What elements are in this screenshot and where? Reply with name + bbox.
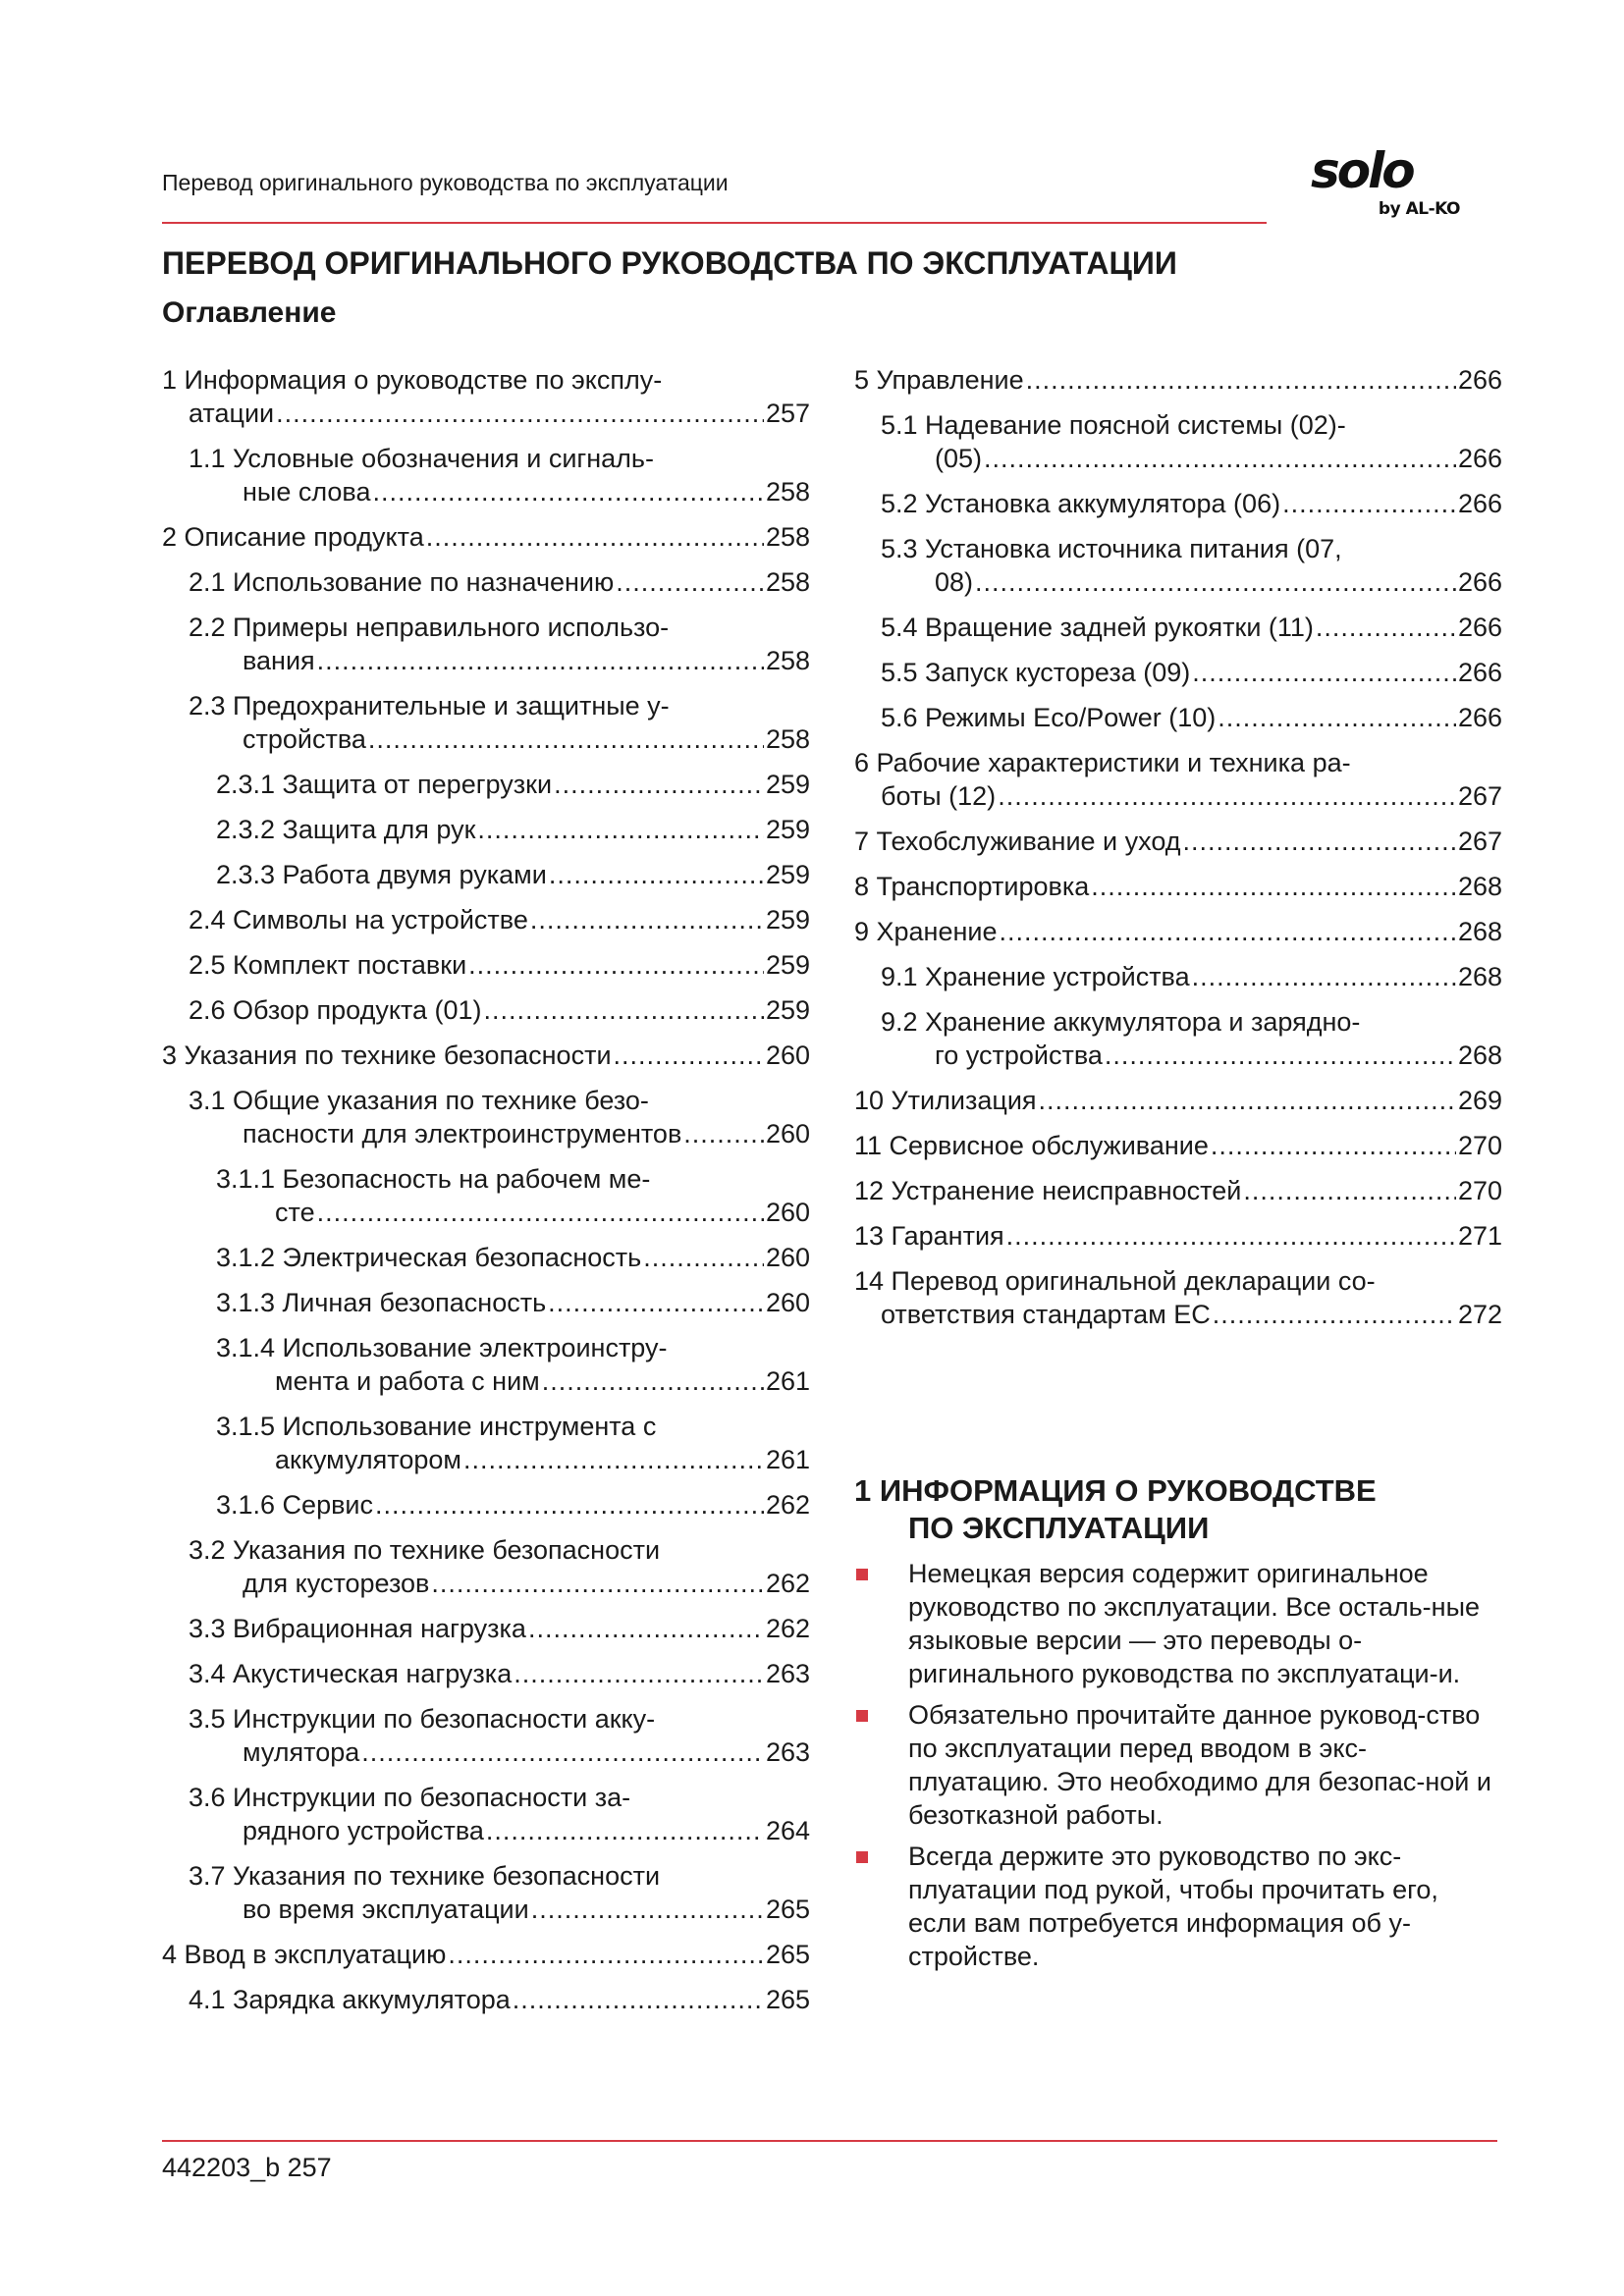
toc-page-number: 261 — [765, 1445, 810, 1474]
toc-dot-leader — [317, 644, 764, 677]
toc-page-number: 263 — [765, 1659, 810, 1688]
section-heading — [854, 1472, 1522, 1547]
toc-entry[interactable] — [854, 656, 1502, 689]
toc-entry-title: 14 Перевод оригинальной декларации со- — [854, 1266, 1376, 1296]
toc-page-number: 267 — [1457, 781, 1502, 811]
toc-entry-title: 2.3.1 Защита от перегрузки — [216, 770, 553, 799]
toc-page-number: 259 — [765, 905, 810, 934]
toc-dot-leader — [1006, 1219, 1456, 1253]
toc-entry-title: 11 Сервисное обслуживание — [854, 1131, 1209, 1160]
page-title: ПЕРЕВОД ОРИГИНАЛЬНОГО РУКОВОДСТВА ПО ЭКСПЛУАТАЦИИ — [162, 245, 1177, 281]
toc-page-number: 257 — [765, 399, 810, 428]
toc-page-number: 259 — [765, 815, 810, 844]
toc-entry-title: 2 Описание продукта — [162, 522, 424, 552]
toc-entry-title: 10 Утилизация — [854, 1086, 1037, 1115]
toc-entry[interactable] — [162, 903, 810, 936]
toc-entry-title: 3.1.2 Электрическая безопасность — [216, 1243, 642, 1272]
toc-entry-title: 2.3.2 Защита для рук — [216, 815, 476, 844]
toc-entry-title: 2.5 Комплект поставки — [189, 950, 467, 980]
toc-entry[interactable] — [162, 1488, 810, 1522]
toc-entry-title: 3.1.5 Использование инструмента с — [216, 1412, 657, 1441]
bullet-square-icon — [856, 1851, 868, 1863]
toc-entry[interactable] — [162, 1084, 810, 1150]
toc-entry-title: 3.6 Инструкции по безопасности за- — [189, 1783, 631, 1812]
toc-dot-leader — [1091, 870, 1456, 903]
toc-dot-leader — [484, 993, 764, 1027]
toc-entry-title: 3.2 Указания по технике безопасности — [189, 1535, 661, 1565]
toc-dot-leader — [554, 768, 764, 801]
toc-entry-title: 9.1 Хранение устройства — [881, 962, 1190, 991]
toc-entry[interactable] — [854, 1084, 1502, 1117]
toc-entry-title: 3.5 Инструкции по безопасности акку- — [189, 1704, 656, 1734]
toc-page-number: 262 — [765, 1569, 810, 1598]
toc-entry-title: 08) — [935, 567, 974, 597]
running-header: Перевод оригинального руководства по эксплуатации — [162, 170, 729, 195]
toc-entry-title: 5.6 Режимы Eco/Power (10) — [881, 703, 1217, 732]
toc-entry[interactable] — [162, 689, 810, 756]
toc-entry[interactable] — [854, 363, 1502, 397]
toc-page-number: 259 — [765, 995, 810, 1025]
toc-dot-leader — [375, 1488, 764, 1522]
toc-entry-title: 4.1 Зарядка аккумулятора — [189, 1985, 511, 2014]
toc-entry[interactable] — [854, 870, 1502, 903]
toc-entry[interactable] — [854, 611, 1502, 644]
toc-entry[interactable] — [162, 1533, 810, 1600]
toc-entry[interactable] — [162, 948, 810, 982]
toc-entry[interactable] — [854, 746, 1502, 813]
toc-dot-leader — [1211, 1129, 1456, 1162]
toc-dot-leader — [616, 565, 764, 599]
list-item — [854, 1840, 1492, 1973]
toc-entry-title: мулятора — [243, 1737, 360, 1767]
toc-page-number: 268 — [1457, 1041, 1502, 1070]
toc-entry-title: ответствия стандартам ЕС — [881, 1300, 1211, 1329]
toc-dot-leader — [1192, 656, 1456, 689]
toc-dot-leader — [683, 1117, 764, 1150]
toc-entry[interactable] — [854, 825, 1502, 858]
toc-page-number: 259 — [765, 770, 810, 799]
toc-page-number: 266 — [1457, 658, 1502, 687]
toc-entry[interactable] — [162, 520, 810, 554]
header-rule — [162, 222, 1267, 224]
toc-page-number: 272 — [1457, 1300, 1502, 1329]
toc-entry-title: 3 Указания по технике безопасности — [162, 1041, 612, 1070]
toc-heading: Оглавление — [162, 296, 337, 329]
toc-entry-title: 6 Рабочие характеристики и техника ра- — [854, 748, 1351, 777]
toc-entry[interactable] — [162, 611, 810, 677]
toc-dot-leader — [614, 1039, 764, 1072]
toc-entry-title: ные слова — [243, 477, 371, 507]
toc-entry-title: 5.3 Установка источника питания (07, — [881, 534, 1342, 563]
toc-entry[interactable] — [854, 701, 1502, 734]
toc-entry[interactable] — [854, 1129, 1502, 1162]
toc-page-number: 260 — [765, 1243, 810, 1272]
toc-page-number: 261 — [765, 1366, 810, 1396]
toc-entry[interactable] — [162, 1938, 810, 1971]
info-bullet-list — [854, 1557, 1492, 1981]
toc-dot-leader — [1192, 960, 1456, 993]
toc-entry[interactable] — [162, 565, 810, 599]
toc-entry-title: 1 Информация о руководстве по эксплу- — [162, 365, 663, 395]
toc-entry-title: 1.1 Условные обозначения и сигналь- — [189, 444, 654, 473]
toc-dot-leader — [426, 520, 764, 554]
toc-dot-leader — [975, 565, 1456, 599]
toc-entry[interactable] — [854, 532, 1502, 599]
toc-entry-title: (05) — [935, 444, 983, 473]
toc-dot-leader — [984, 442, 1456, 475]
toc-entry[interactable] — [854, 1174, 1502, 1207]
toc-entry[interactable] — [162, 1410, 810, 1476]
toc-entry[interactable] — [854, 1219, 1502, 1253]
toc-entry-title: 3.7 Указания по технике безопасности — [189, 1861, 661, 1891]
toc-page-number: 268 — [1457, 872, 1502, 901]
toc-entry-title: 9.2 Хранение аккумулятора и зарядно- — [881, 1007, 1361, 1037]
bullet-square-icon — [856, 1569, 868, 1580]
toc-entry[interactable] — [162, 813, 810, 846]
toc-entry[interactable] — [854, 408, 1502, 475]
toc-page-number: 260 — [765, 1041, 810, 1070]
toc-entry-title: боты (12) — [881, 781, 997, 811]
toc-page-number: 265 — [765, 1985, 810, 2014]
toc-entry-title: 5.4 Вращение задней рукоятки (11) — [881, 613, 1314, 642]
toc-entry-title: вания — [243, 646, 315, 675]
toc-page-number: 265 — [765, 1895, 810, 1924]
toc-page-number: 264 — [765, 1816, 810, 1845]
toc-dot-leader — [468, 948, 764, 982]
section-heading-line1: 1 ИНФОРМАЦИЯ О РУКОВОДСТВЕ — [854, 1473, 1377, 1508]
list-item — [854, 1698, 1492, 1832]
toc-page-number: 267 — [1457, 827, 1502, 856]
toc-dot-leader — [514, 1657, 764, 1690]
toc-entry[interactable] — [162, 1859, 810, 1926]
toc-entry-title: 2.4 Символы на устройстве — [189, 905, 528, 934]
toc-dot-leader — [549, 858, 764, 891]
toc-dot-leader — [368, 722, 764, 756]
toc-page-number: 266 — [1457, 365, 1502, 395]
toc-page-number: 260 — [765, 1288, 810, 1317]
toc-entry-title: 8 Транспортировка — [854, 872, 1090, 901]
toc-dot-leader — [643, 1241, 764, 1274]
toc-page-number: 266 — [1457, 444, 1502, 473]
toc-page-number: 266 — [1457, 703, 1502, 732]
toc-entry[interactable] — [162, 442, 810, 508]
toc-entry[interactable] — [854, 915, 1502, 948]
toc-entry[interactable] — [162, 1702, 810, 1769]
toc-entry[interactable] — [162, 1331, 810, 1398]
toc-dot-leader — [361, 1735, 764, 1769]
toc-page-number: 258 — [765, 567, 810, 597]
toc-dot-leader — [528, 1612, 764, 1645]
toc-entry-title: го устройства — [935, 1041, 1103, 1070]
toc-page-number: 259 — [765, 860, 810, 889]
toc-entry-title: 13 Гарантия — [854, 1221, 1004, 1251]
toc-entry[interactable] — [162, 858, 810, 891]
toc-entry-title: 7 Техобслуживание и уход — [854, 827, 1181, 856]
toc-entry[interactable] — [162, 1039, 810, 1072]
toc-entry-title: 5.1 Надевание поясной системы (02)- — [881, 410, 1346, 440]
toc-entry-title: во время эксплуатации — [243, 1895, 529, 1924]
toc-entry-title: стройства — [243, 724, 366, 754]
toc-entry-title: для кусторезов — [243, 1569, 430, 1598]
toc-page-number: 260 — [765, 1198, 810, 1227]
toc-entry-title: 3.1.1 Безопасность на рабочем ме- — [216, 1164, 651, 1194]
toc-entry[interactable] — [162, 1657, 810, 1690]
toc-entry-title: мента и работа с ним — [275, 1366, 540, 1396]
toc-page-number: 265 — [765, 1940, 810, 1969]
toc-page-number: 259 — [765, 950, 810, 980]
toc-entry-title: 5.2 Установка аккумулятора (06) — [881, 489, 1281, 518]
toc-page-number: 258 — [765, 724, 810, 754]
toc-dot-leader — [431, 1567, 764, 1600]
toc-dot-leader — [1316, 611, 1456, 644]
toc-entry-title: 3.3 Вибрационная нагрузка — [189, 1614, 526, 1643]
bullet-text: Немецкая версия содержит оригинальное руководство по эксплуатации. Все осталь-ные языковые версии — это переводы о-ригинального руководства по эксплуатаци-и. — [908, 1559, 1480, 1688]
toc-page-number: 263 — [765, 1737, 810, 1767]
toc-entry[interactable] — [162, 1781, 810, 1847]
toc-entry[interactable] — [854, 487, 1502, 520]
toc-page-number: 260 — [765, 1119, 810, 1148]
toc-page-number: 271 — [1457, 1221, 1502, 1251]
toc-dot-leader — [372, 475, 763, 508]
toc-dot-leader — [1282, 487, 1456, 520]
toc-dot-leader — [477, 813, 764, 846]
toc-page-number: 258 — [765, 646, 810, 675]
toc-entry[interactable] — [162, 1983, 810, 2016]
toc-dot-leader — [1213, 1298, 1456, 1331]
toc-page-number: 258 — [765, 477, 810, 507]
toc-entry-title: 12 Устранение неисправностей — [854, 1176, 1242, 1205]
toc-page-number: 262 — [765, 1614, 810, 1643]
toc-dot-leader — [317, 1196, 764, 1229]
toc-entry-title: сте — [275, 1198, 315, 1227]
toc-entry-title: 5.5 Запуск кустореза (09) — [881, 658, 1191, 687]
toc-entry[interactable] — [162, 363, 810, 430]
toc-entry[interactable] — [162, 1286, 810, 1319]
toc-dot-leader — [1105, 1039, 1456, 1072]
toc-column-right — [854, 351, 1502, 1331]
toc-entry-title: 3.1 Общие указания по технике безо- — [189, 1086, 649, 1115]
toc-entry-title: 3.1.4 Использование электроинстру- — [216, 1333, 668, 1362]
bullet-text: Всегда держите это руководство по экс-плуатации под рукой, чтобы прочитать его, если вам потребуется информация об у-стройстве. — [908, 1842, 1438, 1971]
toc-entry[interactable] — [854, 1264, 1502, 1331]
bullet-text: Обязательно прочитайте данное руковод-ство по эксплуатации перед вводом в экс-плуатацию. Это необходимо для безопас-ной и безотказной работы. — [908, 1700, 1491, 1830]
toc-entry-title: 2.6 Обзор продукта (01) — [189, 995, 482, 1025]
toc-page-number: 270 — [1457, 1131, 1502, 1160]
toc-dot-leader — [531, 1893, 764, 1926]
toc-entry[interactable] — [162, 1241, 810, 1274]
toc-entry-title: атации — [189, 399, 275, 428]
toc-entry[interactable] — [162, 993, 810, 1027]
toc-entry-title: 3.4 Акустическая нагрузка — [189, 1659, 513, 1688]
toc-entry[interactable] — [854, 960, 1502, 993]
toc-entry-title: 5 Управление — [854, 365, 1024, 395]
page-footer: 442203_b 257 — [162, 2153, 332, 2182]
section-heading-line2: ПО ЭКСПЛУАТАЦИИ — [908, 1511, 1210, 1545]
footer-rule — [162, 2140, 1497, 2142]
toc-entry-title: 2.3 Предохранительные и защитные у- — [189, 691, 670, 721]
toc-entry-title: рядного устройства — [243, 1816, 484, 1845]
toc-page-number: 270 — [1457, 1176, 1502, 1205]
toc-dot-leader — [1243, 1174, 1456, 1207]
toc-entry[interactable] — [162, 768, 810, 801]
toc-dot-leader — [513, 1983, 764, 2016]
toc-dot-leader — [486, 1814, 764, 1847]
toc-page-number: 258 — [765, 522, 810, 552]
toc-page-number: 269 — [1457, 1086, 1502, 1115]
toc-entry-title: 9 Хранение — [854, 917, 998, 946]
toc-page-number: 266 — [1457, 613, 1502, 642]
toc-dot-leader — [530, 903, 764, 936]
toc-entry-title: 2.3.3 Работа двумя руками — [216, 860, 547, 889]
toc-entry-title: пасности для электроинструментов — [243, 1119, 682, 1148]
toc-column-left — [162, 351, 810, 2016]
toc-page-number: 262 — [765, 1490, 810, 1520]
toc-entry-title: 3.1.3 Личная безопасность — [216, 1288, 547, 1317]
toc-dot-leader — [463, 1443, 764, 1476]
toc-entry[interactable] — [854, 1005, 1502, 1072]
toc-dot-leader — [1026, 363, 1456, 397]
toc-dot-leader — [448, 1938, 764, 1971]
toc-entry[interactable] — [162, 1162, 810, 1229]
toc-entry-title: 3.1.6 Сервис — [216, 1490, 374, 1520]
toc-page-number: 268 — [1457, 962, 1502, 991]
toc-page-number: 266 — [1457, 489, 1502, 518]
toc-dot-leader — [542, 1364, 764, 1398]
toc-entry-title: 2.1 Использование по назначению — [189, 567, 615, 597]
toc-dot-leader — [1183, 825, 1456, 858]
toc-dot-leader — [1218, 701, 1456, 734]
bullet-square-icon — [856, 1710, 868, 1722]
toc-dot-leader — [276, 397, 764, 430]
toc-page-number: 268 — [1457, 917, 1502, 946]
logo-wordmark: solo — [1311, 142, 1413, 199]
toc-page-number: 266 — [1457, 567, 1502, 597]
list-item — [854, 1557, 1492, 1690]
logo-byline: by AL-KO — [1378, 199, 1460, 219]
toc-dot-leader — [1000, 915, 1456, 948]
solo-logo — [1311, 142, 1468, 226]
toc-entry-title: аккумулятором — [275, 1445, 461, 1474]
toc-entry-title: 2.2 Примеры неправильного использо- — [189, 613, 670, 642]
toc-entry[interactable] — [162, 1612, 810, 1645]
toc-dot-leader — [1039, 1084, 1456, 1117]
toc-entry-title: 4 Ввод в эксплуатацию — [162, 1940, 447, 1969]
toc-dot-leader — [548, 1286, 764, 1319]
toc-dot-leader — [998, 779, 1456, 813]
